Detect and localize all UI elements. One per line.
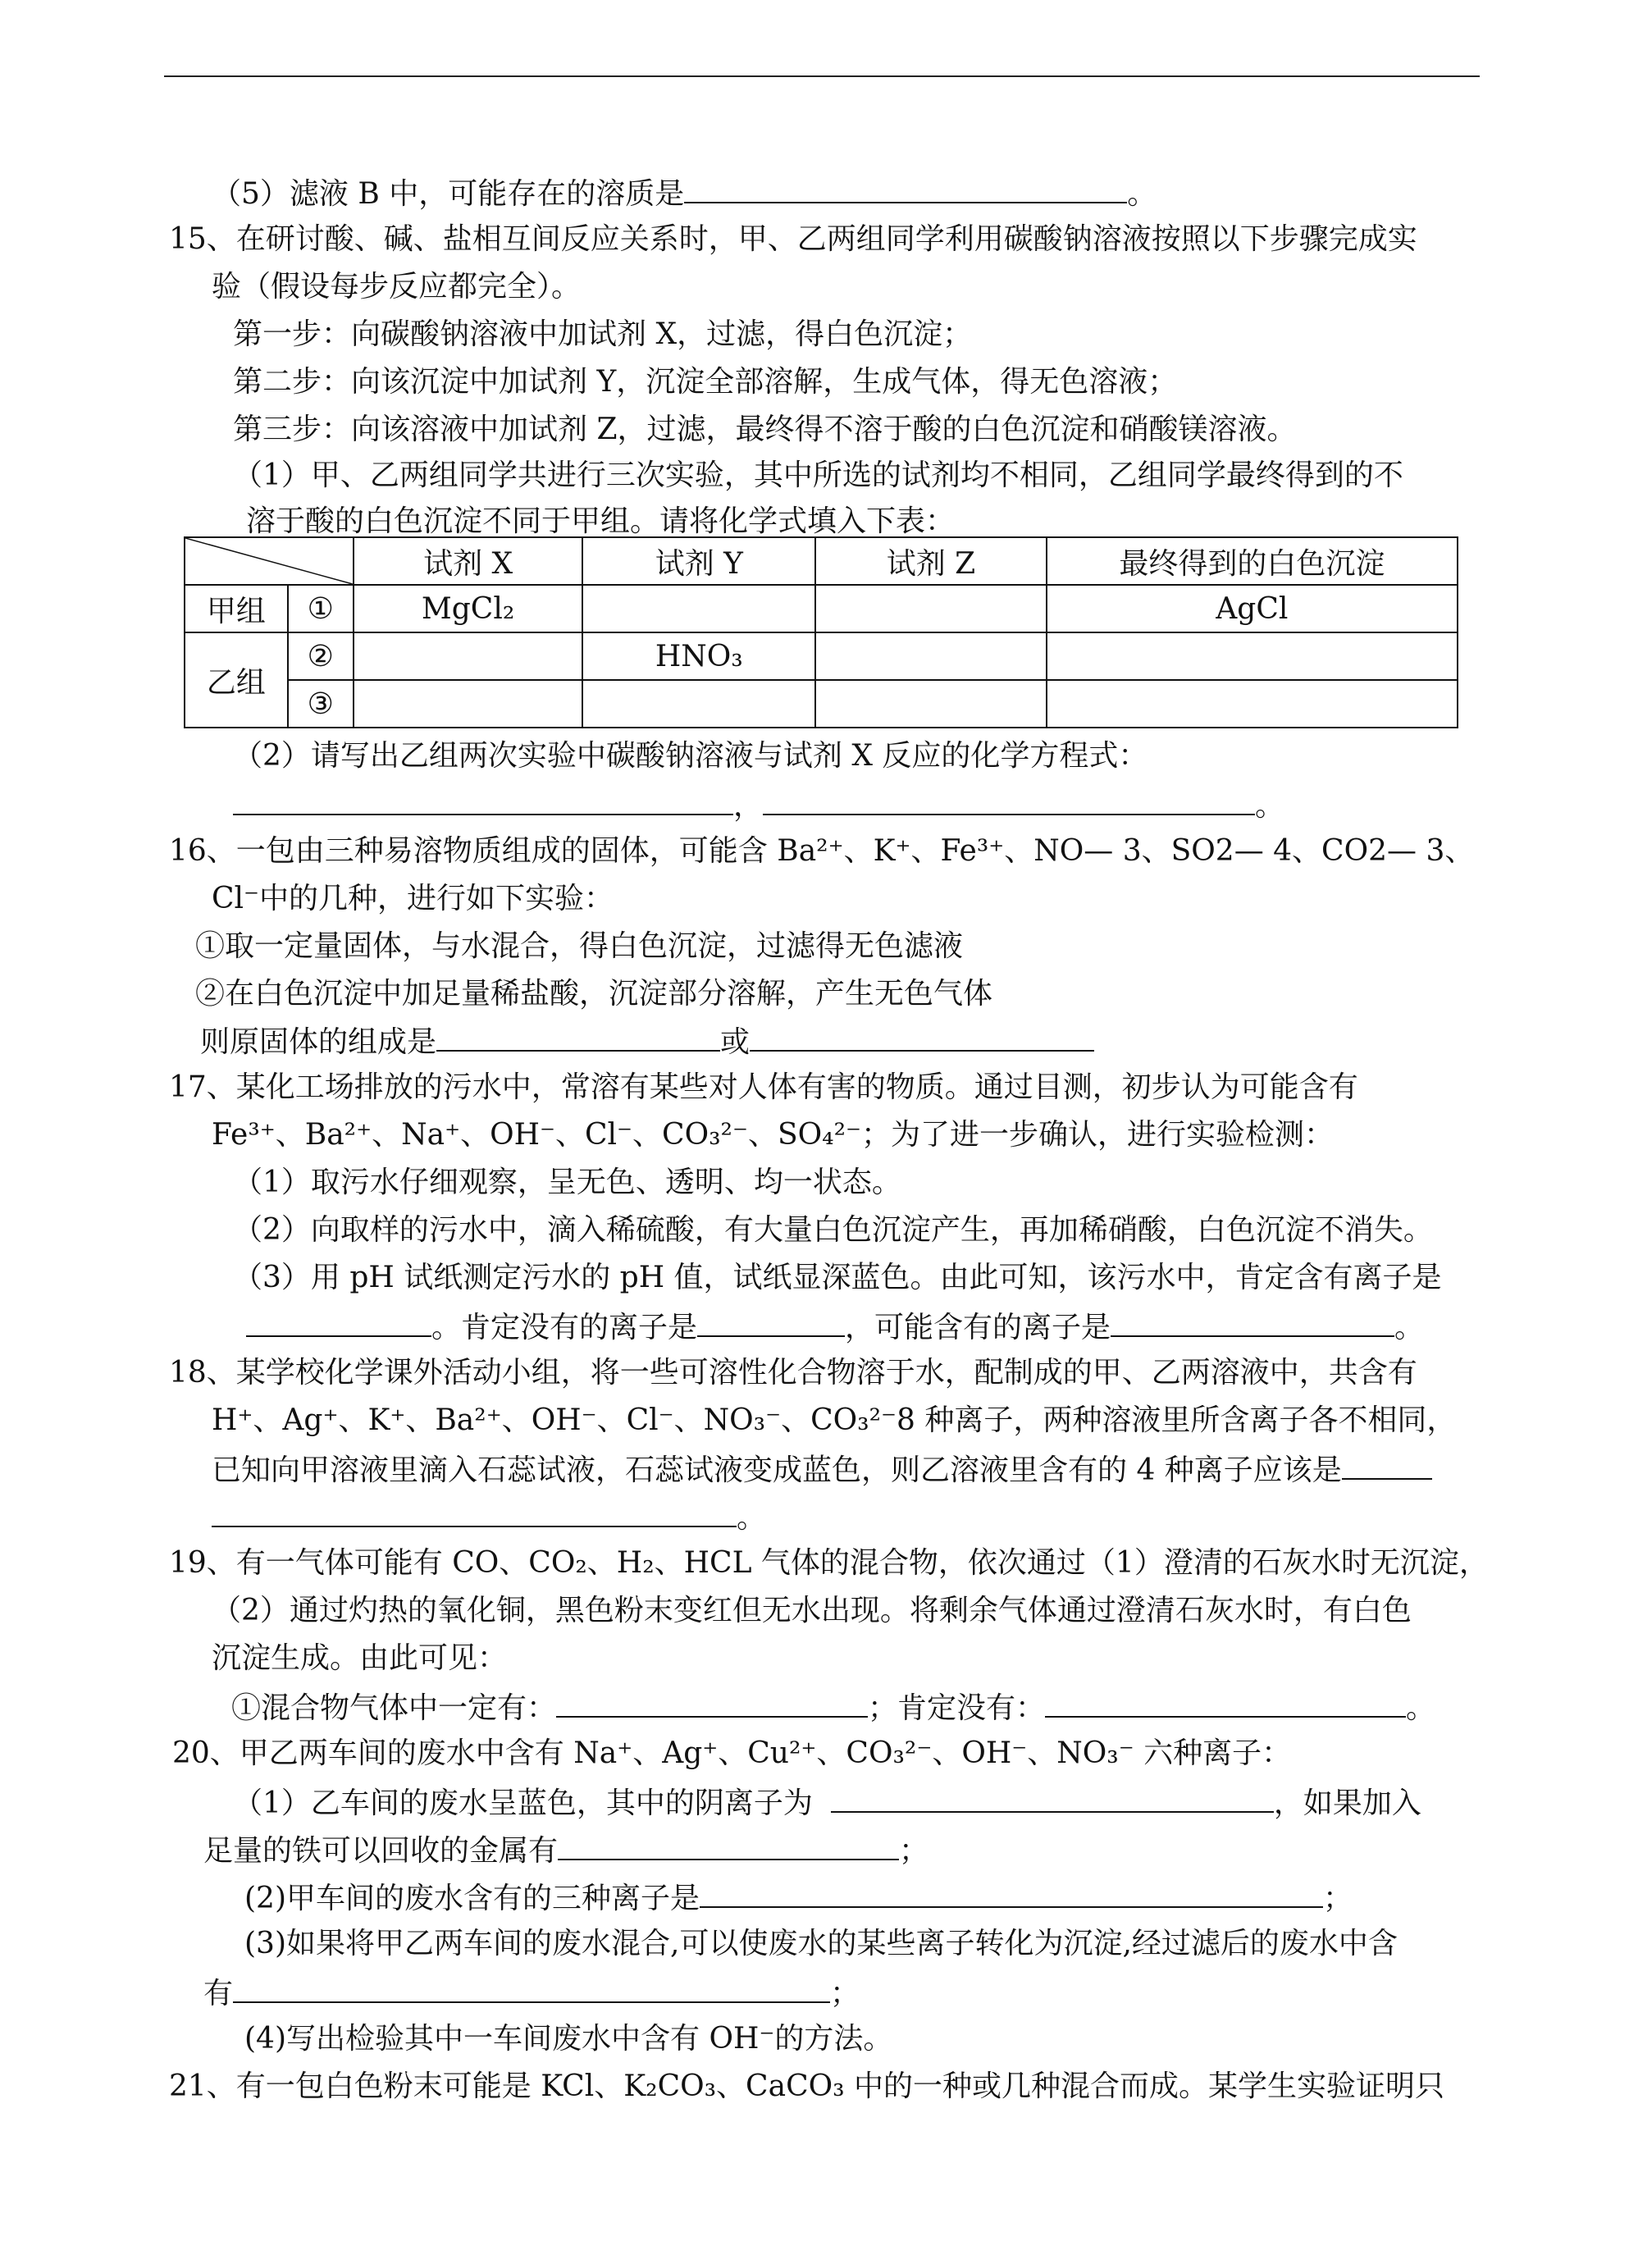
answer-blank[interactable] <box>684 174 1127 203</box>
cell-reagent-y[interactable] <box>582 680 815 728</box>
q20-part1-line2 <box>203 1831 929 1869</box>
row-number: ③ <box>288 680 354 728</box>
q18-answer-line <box>212 1498 766 1536</box>
cell-reagent-y: HNO₃ <box>582 632 815 680</box>
cell-reagent-z[interactable] <box>815 680 1047 728</box>
table-header-row <box>185 537 1458 585</box>
answer-blank[interactable] <box>556 1688 868 1718</box>
answer-blank[interactable] <box>831 1783 1274 1813</box>
q16-experiment2: ②在白色沉淀中加足量稀盐酸，沉淀部分溶解，产生无色气体 <box>195 977 993 1011</box>
answer-blank[interactable] <box>697 1307 845 1337</box>
q14-part5-end: 。 <box>1127 177 1157 211</box>
answer-blank[interactable] <box>1111 1307 1394 1337</box>
cell-final-precipitate[interactable] <box>1047 680 1458 728</box>
cell-reagent-y[interactable] <box>582 585 815 632</box>
answer-blank[interactable] <box>233 786 733 815</box>
period: 。 <box>1394 1311 1425 1344</box>
cell-reagent-z[interactable] <box>815 585 1047 632</box>
answer-blank[interactable] <box>558 1831 899 1860</box>
cell-reagent-x[interactable] <box>354 680 583 728</box>
group-yi-label: 乙组 <box>185 632 288 728</box>
header-rule <box>164 75 1480 77</box>
q18-line2: H⁺、Ag⁺、K⁺、Ba²⁺、OH⁻、Cl⁻、NO₃⁻、CO₃²⁻8 种离子，两种溶液里所含离子各不相同， <box>212 1403 1457 1437</box>
q15-part2: （2）请写出乙组两次实验中碳酸钠溶液与试剂 X 反应的化学方程式： <box>233 739 1148 773</box>
group-jia-label: 甲组 <box>185 585 288 632</box>
q16-answer <box>200 1022 1094 1061</box>
diagonal-header-cell <box>185 537 354 585</box>
q17-line2: Fe³⁺、Ba²⁺、Na⁺、OH⁻、Cl⁻、CO₃²⁻、SO₄²⁻；为了进一步确认，进行实验检测： <box>212 1118 1335 1152</box>
table-row <box>185 632 1458 680</box>
q15-step3: 第三步：向该溶液中加试剂 Z，过滤，最终得不溶于酸的白色沉淀和硝酸镁溶液。 <box>233 413 1297 446</box>
q16-line1: 16、一包由三种易溶物质组成的固体，可能含 Ba²⁺、K⁺、Fe³⁺、NO— 3、SO2— 4、CO2— 3、 <box>169 834 1475 868</box>
q16-answer-label: 则原固体的组成是 <box>200 1025 437 1059</box>
answer-blank[interactable] <box>763 786 1255 815</box>
semicolon: ； <box>830 1977 860 2010</box>
q15-step2: 第二步：向该沉淀中加试剂 Y，沉淀全部溶解，生成气体，得无色溶液； <box>233 365 1178 399</box>
q15-part2-answers <box>233 786 1284 824</box>
q17-step3: （3）用 pH 试纸测定污水的 pH 值，试纸显深蓝色。由此可知，该污水中，肯定含有离子是 <box>233 1261 1442 1294</box>
q17-line1: 17、某化工场排放的污水中，常溶有某些对人体有害的物质。通过目测，初步认为可能含有 <box>169 1070 1358 1104</box>
comma: ， <box>733 789 764 823</box>
q18-line3 <box>212 1450 1432 1489</box>
q18-line3-text: 已知向甲溶液里滴入石蕊试液，石蕊试液变成蓝色，则乙溶液里含有的 4 种离子应该是 <box>212 1453 1342 1487</box>
q19-must-label: ①混合物气体中一定有： <box>231 1691 557 1725</box>
q20-part2-label: (2)甲车间的废水含有的三种离子是 <box>244 1882 700 1915</box>
semicolon: ； <box>899 1834 929 1868</box>
q19-none-label: ；肯定没有： <box>868 1691 1046 1725</box>
q15-part1-line2: 溶于酸的白色沉淀不同于甲组。请将化学式填入下表： <box>246 504 956 538</box>
semicolon: ； <box>1323 1882 1353 1915</box>
row-number: ① <box>288 585 354 632</box>
q17-none-label: 。肯定没有的离子是 <box>431 1311 698 1344</box>
cell-reagent-z[interactable] <box>815 632 1047 680</box>
q20-part1-cont: ，如果加入 <box>1273 1787 1421 1820</box>
answer-blank[interactable] <box>750 1022 1094 1052</box>
answer-blank[interactable] <box>212 1498 737 1527</box>
answer-blank[interactable] <box>1045 1688 1406 1718</box>
header-reagent-x: 试剂 X <box>354 537 583 585</box>
q19-line3: 沉淀生成。由此可见： <box>212 1641 508 1675</box>
q17-step2: （2）向取样的污水中，滴入稀硫酸，有大量白色沉淀产生，再加稀硝酸，白色沉淀不消失。 <box>233 1213 1433 1247</box>
table-row <box>185 680 1458 728</box>
q15-step1: 第一步：向碳酸钠溶液中加试剂 X，过滤，得白色沉淀； <box>233 317 973 351</box>
header-reagent-y: 试剂 Y <box>582 537 815 585</box>
cell-final-precipitate[interactable] <box>1047 632 1458 680</box>
period: 。 <box>1406 1691 1436 1725</box>
q20-part4: (4)写出检验其中一车间废水中含有 OH⁻的方法。 <box>244 2022 893 2056</box>
q20-part3-line1: (3)如果将甲乙两车间的废水混合,可以使废水的某些离子转化为沉淀,经过滤后的废水中含 <box>244 1927 1398 1960</box>
q20-part1-label: （1）乙车间的废水呈蓝色，其中的阴离子为 <box>233 1787 813 1820</box>
q17-answers <box>246 1307 1424 1346</box>
answer-blank[interactable] <box>246 1307 431 1337</box>
q15-line1: 15、在研讨酸、碱、盐相互间反应关系时，甲、乙两组同学利用碳酸钠溶液按照以下步骤完成实 <box>169 222 1417 256</box>
q20-metal-label: 足量的铁可以回收的金属有 <box>203 1834 559 1868</box>
q15-part1-line1: （1）甲、乙两组同学共进行三次实验，其中所选的试剂均不相同，乙组同学最终得到的不 <box>233 459 1403 492</box>
q17-step1: （1）取污水仔细观察，呈无色、透明、均一状态。 <box>233 1166 901 1199</box>
q14-part5-text: （5）滤液 B 中，可能存在的溶质是 <box>212 177 685 211</box>
q21-line1: 21、有一包白色粉末可能是 KCl、K₂CO₃、CaCO₃ 中的一种或几种混合而成。某学生实验证明只 <box>169 2069 1444 2103</box>
q20-line1: 20、甲乙两车间的废水中含有 Na⁺、Ag⁺、Cu²⁺、CO₃²⁻、OH⁻、NO₃⁻ 六种离子： <box>172 1736 1292 1770</box>
answer-blank[interactable] <box>1342 1450 1432 1480</box>
q14-part5 <box>212 174 1157 212</box>
table-row <box>185 585 1458 632</box>
q19-line2: （2）通过灼热的氧化铜，黑色粉末变红但无水出现。将剩余气体通过澄清石灰水时，有白色 <box>212 1594 1412 1627</box>
cell-reagent-x[interactable] <box>354 632 583 680</box>
diagonal-line <box>185 538 353 584</box>
q15-line2: 验（假设每步反应都完全）。 <box>212 270 582 303</box>
q17-possible-label: ，可能含有的离子是 <box>845 1311 1111 1344</box>
q19-answers <box>231 1688 1435 1727</box>
answer-blank[interactable] <box>700 1878 1323 1908</box>
q20-part1 <box>233 1783 1421 1822</box>
q18-line1: 18、某学校化学课外活动小组，将一些可溶性化合物溶于水，配制成的甲、乙两溶液中，共含有 <box>169 1356 1417 1390</box>
header-reagent-z: 试剂 Z <box>815 537 1047 585</box>
period: 。 <box>1255 789 1285 823</box>
answer-blank[interactable] <box>436 1022 720 1052</box>
q20-part2 <box>244 1878 1353 1917</box>
header-final-precipitate: 最终得到的白色沉淀 <box>1047 537 1458 585</box>
or-label: 或 <box>720 1025 751 1059</box>
cell-final-precipitate: AgCl <box>1047 585 1458 632</box>
q16-experiment1: ①取一定量固体，与水混合，得白色沉淀，过滤得无色滤液 <box>195 929 964 963</box>
q20-part3-label: 有 <box>203 1977 234 2010</box>
q16-line2: Cl⁻中的几种，进行如下实验： <box>212 882 614 915</box>
row-number: ② <box>288 632 354 680</box>
answer-table <box>184 536 1458 728</box>
q20-part3-line2 <box>203 1974 860 2012</box>
cell-reagent-x: MgCl₂ <box>354 585 583 632</box>
period: 。 <box>737 1501 767 1535</box>
answer-blank[interactable] <box>233 1974 830 2003</box>
q19-line1: 19、有一气体可能有 CO、CO₂、H₂、HCL 气体的混合物，依次通过（1）澄清的石灰水时无沉淀， <box>169 1546 1489 1580</box>
